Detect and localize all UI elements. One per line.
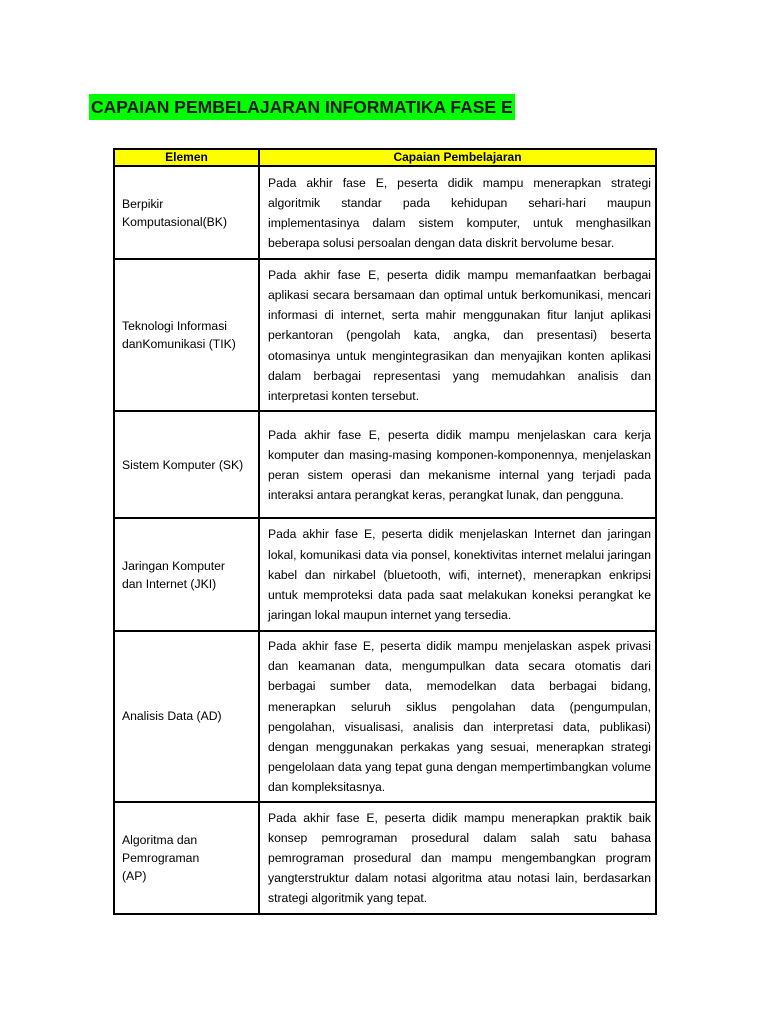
description-cell: Pada akhir fase E, peserta didik menjelaskan Internet dan jaringan lokal, komunikasi data via ponsel, konektivitas internet melalui jaringan kabel dan nirkabel (bluetooth, wifi, internet), menerapkan enkripsi untuk memproteksi data pada saat melakukan koneksi perangkat ke jaringan lokal maupun internet yang tersedia. (259, 518, 656, 631)
description-cell: Pada akhir fase E, peserta didik mampu menerapkan strategi algoritmik standar pada kehidupan sehari-hari maupun implementasinya dalam sistem komputer, untuk menghasilkan beberapa solusi persoalan dengan data diskrit bervolume besar. (259, 166, 656, 259)
table-row (114, 802, 656, 914)
page-title: CAPAIAN PEMBELAJARAN INFORMATIKA FASE E (89, 94, 515, 120)
description-cell: Pada akhir fase E, peserta didik mampu menjelaskan cara kerja komputer dan masing-masing komponen-komponennya, menjelaskan peran sistem operasi dan mekanisme internal yang terjadi pada interaksi antara perangkat keras, perangkat lunak, dan pengguna. (259, 411, 656, 518)
element-label: Analisis Data (AD) (122, 709, 222, 724)
description-cell: Pada akhir fase E, peserta didik mampu menerapkan praktik baik konsep pemrograman prosedural dalam salah satu bahasa pemrograman prosedural dan mampu mengembangkan program yangterstruktur dalam notasi algoritma atau notasi lain, berdasarkan strategi algoritmik yang tepat. (259, 802, 656, 914)
element-label: Sistem Komputer (SK) (122, 457, 244, 472)
table-row (114, 259, 656, 411)
element-label: Algoritma dan Pemrograman (AP) (122, 832, 200, 883)
element-label: Teknologi Informasi danKomunikasi (TIK) (122, 319, 236, 351)
description-cell: Pada akhir fase E, peserta didik mampu menjelaskan aspek privasi dan keamanan data, mengumpulkan data secara otomatis dari berbagai sumber data, memodelkan data berbagai bidang, menerapkan seluruh siklus pengolahan data (pengumpulan, pengolahan, visualisasi, analisis dan interpretasi data, publikasi) dengan menggunakan perkakas yang sesuai, menerapkan strategi pengelolaan data yang tepat guna dengan mempertimbangkan volume dan kompleksitasnya. (259, 631, 656, 802)
learning-outcomes-table (113, 148, 657, 915)
table-row (114, 631, 656, 802)
header-elemen: Elemen (114, 149, 259, 166)
table-row (114, 166, 656, 259)
element-cell (114, 411, 259, 518)
table-row (114, 411, 656, 518)
description-cell: Pada akhir fase E, peserta didik mampu memanfaatkan berbagai aplikasi secara bersamaan dan optimal untuk berkomunikasi, mencari informasi di internet, serta mahir menggunakan fitur lanjut aplikasi perkantoran (pengolah kata, angka, dan presentasi) beserta otomasinya untuk mengintegrasikan dan menyajikan konten aplikasi dalam berbagai representasi yang memudahkan analisis dan interpretasi konten tersebut. (259, 259, 656, 411)
table-row (114, 518, 656, 631)
header-capaian-pembelajaran: Capaian Pembelajaran (259, 149, 656, 166)
table-header-row (114, 149, 656, 166)
element-label: Jaringan Komputer dan Internet (JKI) (122, 558, 225, 591)
element-label: Berpikir Komputasional(BK) (122, 196, 227, 229)
element-cell (114, 631, 259, 802)
element-cell (114, 259, 259, 411)
element-cell (114, 802, 259, 914)
element-cell (114, 518, 259, 631)
element-cell (114, 166, 259, 259)
